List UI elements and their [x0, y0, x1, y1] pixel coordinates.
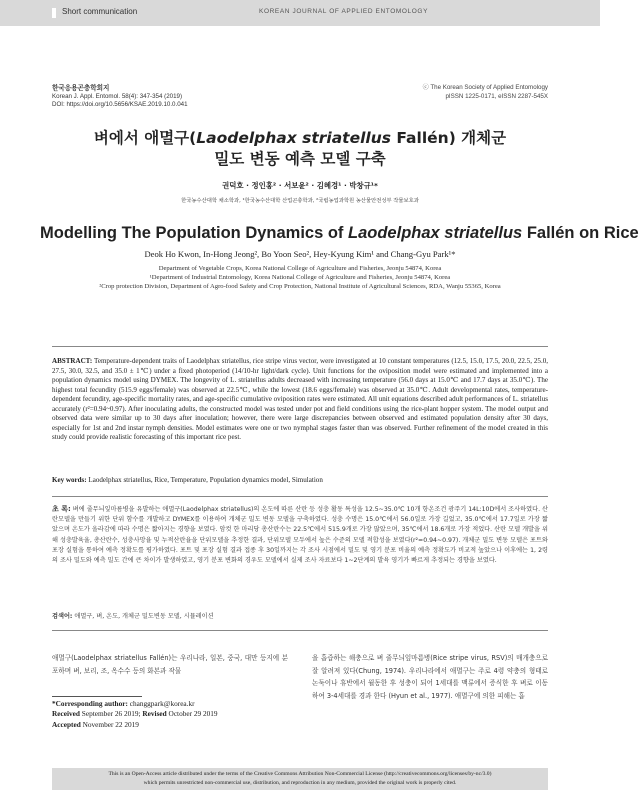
- korean-title-line1: 벼에서 애멸구(Laodelphax striatellus Fallén) 개체군: [93, 129, 507, 147]
- korean-abstract-label: 초 록:: [52, 505, 71, 513]
- species-name-en: Laodelphax striatellus: [348, 224, 523, 242]
- keywords-text: Laodelphax striatellus, Rice, Temperature, Population dynamics model, Simulation: [86, 476, 323, 484]
- revised-date: October 29 2019: [166, 709, 218, 719]
- english-affiliations: [40, 265, 560, 291]
- korean-authors: 권덕호 · 정인홍² · 서보윤² · 김혜경¹ · 박창규¹*: [222, 181, 378, 190]
- korean-keywords-text: 애멸구, 벼, 온도, 개체군 밀도변동 모델, 시뮬레이션: [72, 613, 214, 620]
- license-line: which permits unrestricted non-commercial use, distribution, and reproduction in any medium, provided the original work is properly cited.: [143, 780, 457, 786]
- korean-affiliations: 한국농수산대학 채소학과, ¹한국농수산대학 산업곤충학과, ²국립농업과학원 농산물안전성부 작물보호과: [181, 198, 419, 204]
- english-title: Modelling The Population Dynamics of Laodelphax striatellus Fallén on Rice: [40, 224, 639, 242]
- abstract: [52, 357, 548, 443]
- affiliation: Department of Vegetable Crops, Korea National College of Agriculture and Fisheries, Jeonju 54874, Korea: [158, 265, 442, 272]
- species-name: Laodelphax striatellus: [196, 129, 391, 147]
- license-box: [52, 768, 548, 790]
- license-line: This is an Open-Access article distributed under the terms of the Creative Commons Attribution Non-Commercial License (http://creativecommons.org/licenses/by-nc/3.0): [108, 771, 492, 777]
- keywords-label: Key words:: [52, 476, 87, 484]
- running-header: [0, 0, 600, 26]
- accepted-label: Accepted: [52, 719, 81, 729]
- doi-link[interactable]: DOI: https://doi.org/10.5656/KSAE.2019.10.0.041: [52, 101, 188, 109]
- body-column-left: 애멸구(Laodelphax striatellus Fallén)는 우리나라, 일본, 중국, 대만 등지에 분포하며 벼, 보리, 조, 옥수수 등의 화본과 작물: [52, 654, 288, 675]
- abstract-text: Temperature-dependent traits of Laodelphax striatellus, rice stripe virus vector, were investigated at 10 constant temperatures (12.5, 15.0, 17.5, 20.0, 22.5, 25.0, 27.5, 30.0, 32.5, and 35.0 ± 1℃) under a fixed photoperiod (14/10-hr light/dark cycle). Unit functions for the oviposition model were estimated and implemented into a population dynamics model using DYMEX. The longevity of L. striatellus adults decreased with increasing temperature (56.0 days at 15.0℃ and 17.7 days at 35.0℃). The highest total fecundity (515.9 eggs/female) was observed at 22.5℃, while the lowest (18.6 eggs/female) was observed at 35.0℃. Adult developmental rates, temperature-dependent fecundity, age-specific mortality rates, and age-specific cumulative oviposition rates were estimated. All unit equations described adult performances of L. striatellus accurately (r²=0.94~0.97). After inoculating adults, the constructed model was tested under pot and field conditions using the rice-plant hopper system. The model output and observed data were similar up to 30 days after inoculation; however, there were large discrepancies between observed and estimated population density after 30 days, especially for 1st and 2nd instar nymph densities. Model estimates were one or two nymphal stages faster than was observed. Further refinement of the model created in this study could provide realistic forecasting of this important rice pest.: [52, 357, 548, 441]
- english-authors: Deok Ho Kwon, In-Hong Jeong², Bo Yoon Seo², Hey-Kyung Kim¹ and Chang-Gyu Park¹*: [144, 249, 456, 259]
- korean-keywords: [52, 611, 548, 620]
- divider: [52, 496, 548, 497]
- body-column-right: 을 흡즙하는 해충으로 벼 줄무늬잎마름병(Rice stripe virus, RSV)의 매개충으로 잘 알려져 있다(Chung, 1974). 우리나라에서 애멸구는 주로 4령 약충의 형태로 논둑이나 휴반에서 월동한 후 성충이 되어 1세대를 맥류에서 증식한 후 벼로 이동하여 3-4세대를 경과 한다 (Hyun et al., 1977). 애멸구에 의한 피해는 흡: [312, 654, 548, 700]
- affiliation: ²Crop protection Division, Department of Agro-food Safety and Crop Protection, National Institute of Agricultural Sciences, RDA, Wanju 55365, Korea: [99, 282, 501, 290]
- keywords: [52, 476, 548, 484]
- abstract-label: ABSTRACT:: [52, 357, 93, 365]
- korean-title: [60, 128, 540, 170]
- revised-label: Revised: [142, 709, 167, 719]
- korean-title-line2: 밀도 변동 예측 모델 구축: [214, 150, 386, 168]
- journal-name: KOREAN JOURNAL OF APPLIED ENTOMOLOGY: [259, 8, 428, 15]
- korean-abstract: [52, 504, 548, 566]
- footnote-divider: [52, 696, 142, 697]
- divider: [52, 630, 548, 631]
- citation-block: [52, 84, 188, 110]
- received-date: September 26 2019;: [79, 709, 143, 719]
- received-label: Received: [52, 709, 80, 719]
- korean-keywords-label: 검색어:: [52, 613, 73, 620]
- issn: pISSN 1225-0171, eISSN 2287-545X: [445, 92, 548, 100]
- copyright-block: [423, 84, 548, 101]
- section-label: Short communication: [62, 7, 138, 16]
- affiliation: ¹Department of Industrial Entomology, Korea National College of Agriculture and Fisheries, Jeonju 54874, Korea: [149, 273, 451, 281]
- korean-abstract-text: 벼에 줄무늬잎마름병을 유발하는 애멸구(Laodelphax striatellus)의 온도에 따른 산란 등 성충 활동 특성을 12.5~35.0℃ 10개 항온조건 광주기 14L:10D에서 조사하였다. 산란모델을 만들기 위한 단위 함수를 개발하고 DYMEX를 이용하여 개체군 밀도 변동 모델을 구축하였다. 성충 수명은 15.0℃에서 56.0일로 가장 길었고, 35.0℃에서 17.7일로 가장 짧았으며 온도가 올라감에 따라 수명은 짧아지는 경향을 보였다. 암컷 한 마리당 총산란수는 22.5℃에서 515.9개로 가장 많았으며, 35℃에서 18.6개로 가장 적었다. 산란 모델 개발을 위해 성충발육율, 총산란수, 성충사망율 및 누적산란율을 단위모델을 추정한 결과, 단위모델 모두에서 높은 수준의 모델 적합성을 보였다(r²=0.94~0.97). 개체군 밀도 변동 모델은 포트와 포장 실험을 통하여 예측 정확도를 평가하였다. 포트 및 포장 실험 결과 접종 후 30일까지는 각 조사 시점에서 밀도 및 영기 분포 비율의 예측 정확도가 비교적 높았으나 이후에는 1, 2령의 조사 밀도와 예측 밀도 간에 큰 차이가 발생하였고, 영기 분포 변화의 경우도 모델에서 실제 조사 자료보다 1~2단계의 발육 영기가 빠르게 추정되는 경향을 보였다.: [52, 506, 548, 565]
- journal-korean-name: 한국응용곤충학회지: [52, 84, 110, 92]
- accepted-date: November 22 2019: [80, 719, 139, 729]
- divider: [52, 346, 548, 347]
- copyright: ⓒ The Korean Society of Applied Entomology: [422, 84, 548, 91]
- corresponding-label: *Corresponding author:: [52, 699, 128, 708]
- section-marker: [52, 8, 56, 18]
- author-email[interactable]: changgpark@korea.kr: [127, 699, 195, 708]
- correspondence: [52, 699, 218, 730]
- citation: Korean J. Appl. Entomol. 58(4): 347-354 (2019): [52, 92, 183, 100]
